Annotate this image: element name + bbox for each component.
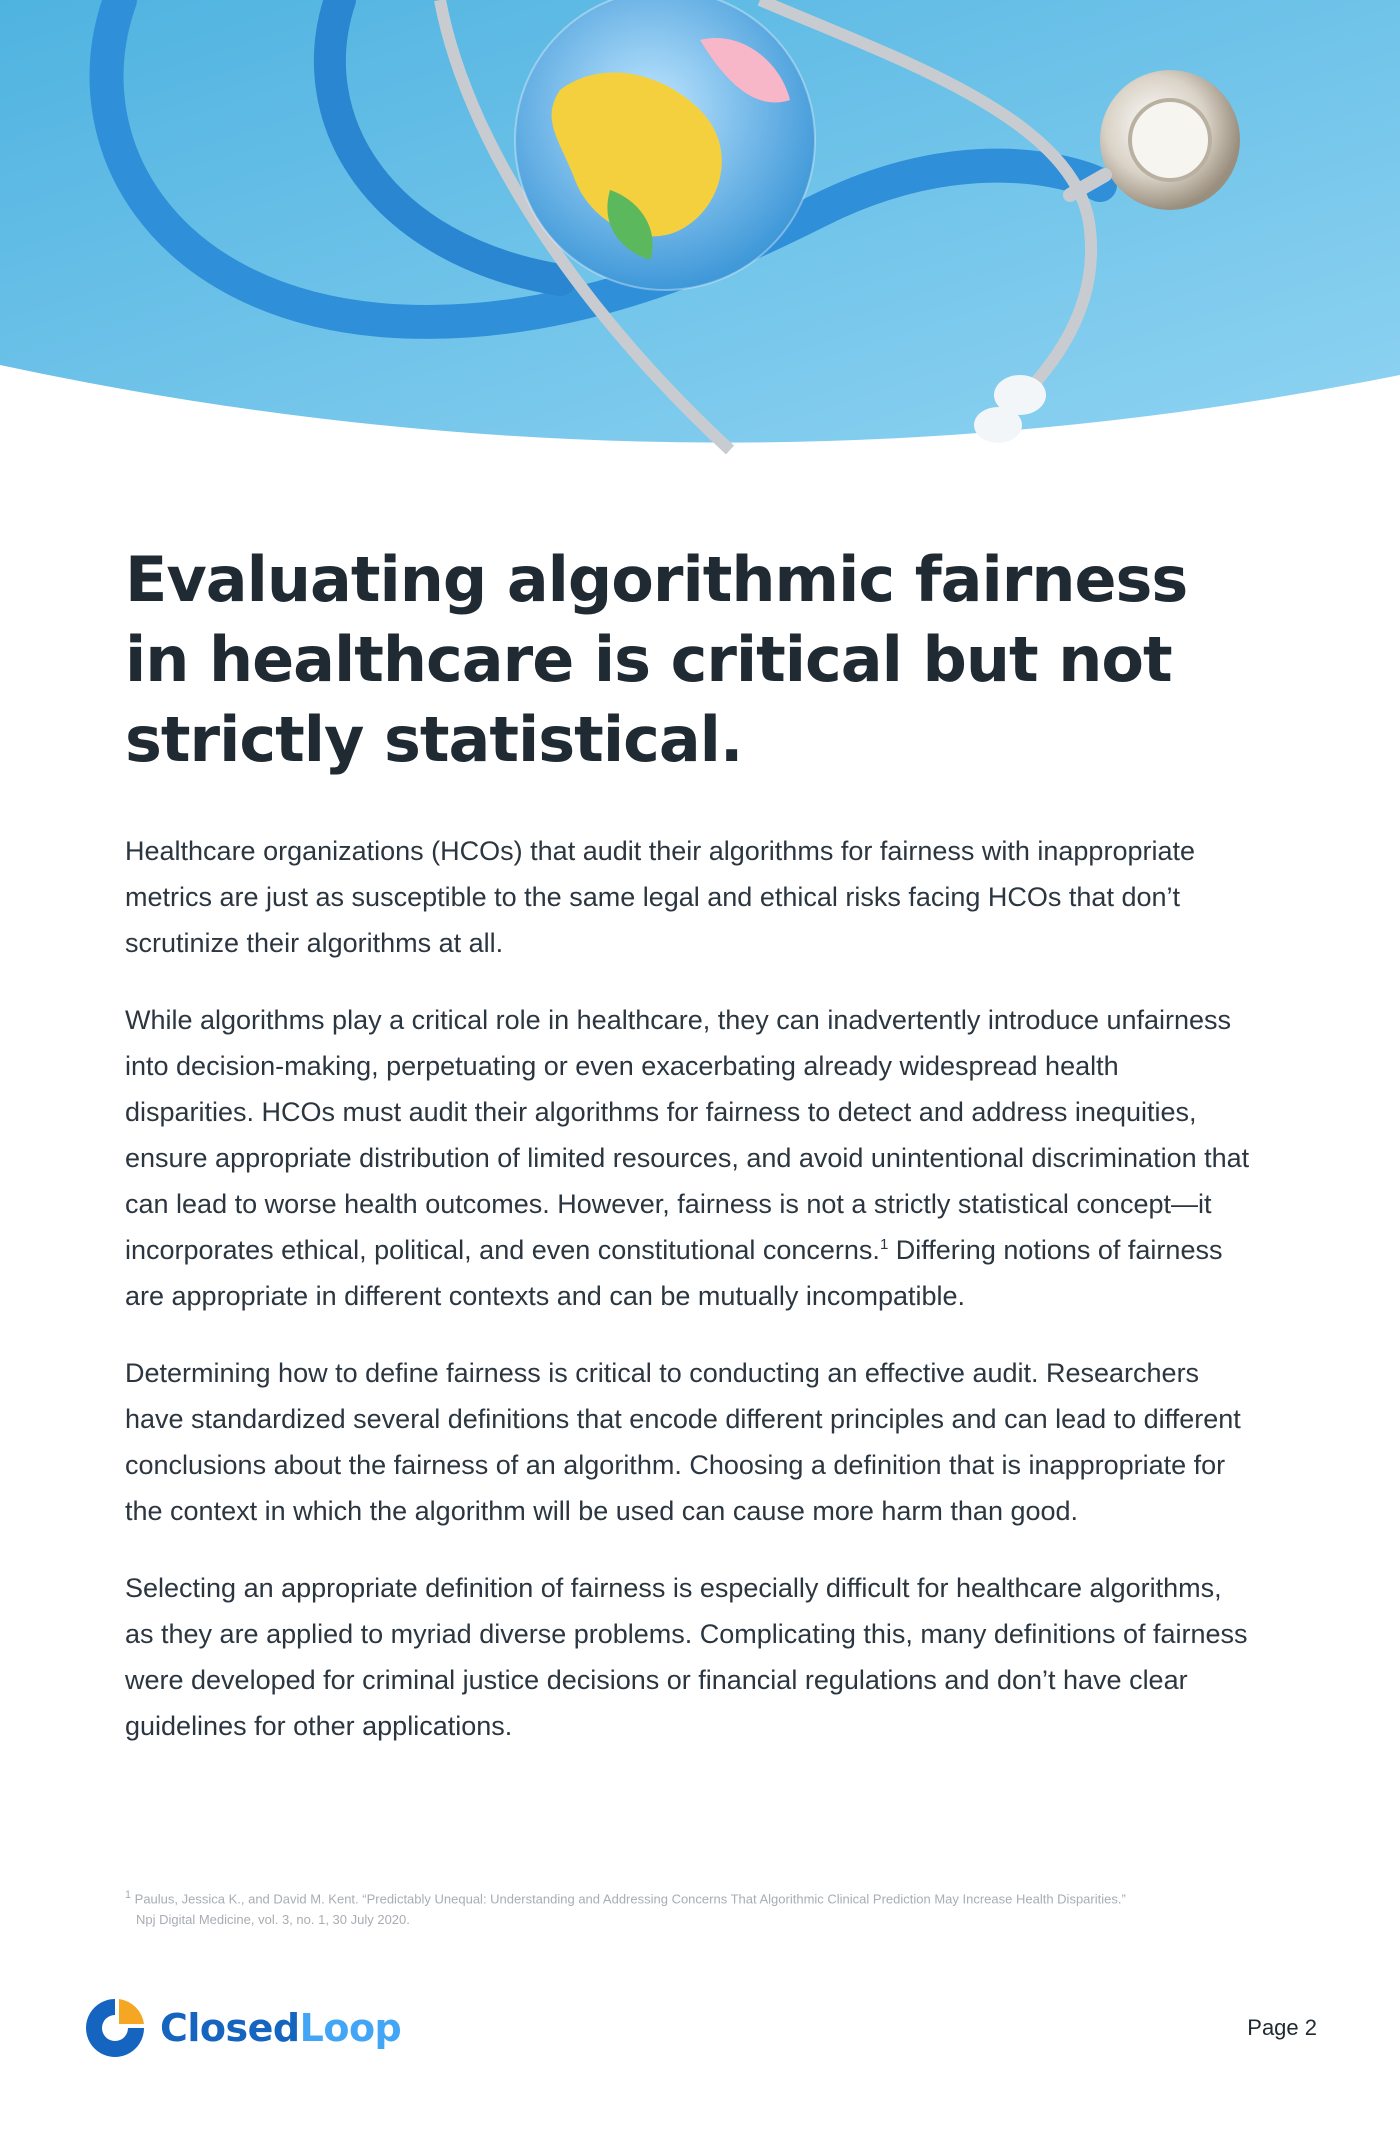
title-line-2: in healthcare is critical but not	[125, 623, 1172, 696]
footnote	[125, 1885, 1275, 1930]
footnote-line-1: Paulus, Jessica K., and David M. Kent. “Predictably Unequal: Understanding and Addressing Concerns That Algorithmic Clinical Prediction May Increase Health Disparities.”	[134, 1891, 1126, 1907]
footnote-line-2: Npj Digital Medicine, vol. 3, no. 1, 30 July 2020.	[136, 1912, 410, 1928]
page-number: Page 2	[1247, 2015, 1317, 2040]
title-line-1: Evaluating algorithmic fairness	[125, 543, 1188, 616]
footnote-marker: 1	[125, 1889, 132, 1901]
paragraph-2-text-a: While algorithms play a critical role in healthcare, they can inadvertently introduce unfairness into decision-making, perpetuating or even exacerbating already widespread health disparities. HCOs must audit their algorithms for fairness to detect and address inequities, ensure appropriate distribution of limited resources, and avoid unintentional discrimination that can lead to worse health outcomes. However, fairness is not a strictly statistical concept—it incorporates ethical, political, and even constitutional concerns.	[125, 1005, 1250, 1265]
closedloop-logo-icon	[82, 1995, 148, 2061]
main-content	[125, 540, 1255, 1780]
paragraph-2	[125, 997, 1255, 1319]
closedloop-logo	[82, 1995, 401, 2061]
title-line-3: strictly statistical.	[125, 703, 743, 776]
logo-word-loop: Loop	[299, 2006, 402, 2050]
logo-word-closed: Closed	[160, 2006, 300, 2050]
stethoscope-globe-illustration	[0, 0, 1400, 460]
paragraph-4: Selecting an appropriate definition of fairness is especially difficult for healthcare algorithms, as they are applied to myriad diverse problems. Complicating this, many definitions of fairness were developed for criminal justice decisions or financial regulations and don’t have clear guidelines for other applications.	[125, 1573, 1248, 1741]
footnote-reference: 1	[879, 1236, 889, 1253]
hero-image	[0, 0, 1400, 460]
logo-wordmark	[160, 2006, 401, 2050]
paragraph-3: Determining how to define fairness is critical to conducting an effective audit. Researchers have standardized several definitions that encode different principles and can lead to different conclusions about the fairness of an algorithm. Choosing a definition that is inappropriate for the context in which the algorithm will be used can cause more harm than good.	[125, 1358, 1241, 1526]
page-title	[125, 540, 1255, 780]
paragraph-2-text-b: Differing notions of fairness are appropriate in different contexts and can be mutually incompatible.	[125, 1235, 1223, 1311]
paragraph-1: Healthcare organizations (HCOs) that audit their algorithms for fairness with inappropriate metrics are just as susceptible to the same legal and ethical risks facing HCOs that don’t scrutinize their algorithms at all.	[125, 836, 1195, 958]
page-footer	[0, 1995, 1400, 2075]
